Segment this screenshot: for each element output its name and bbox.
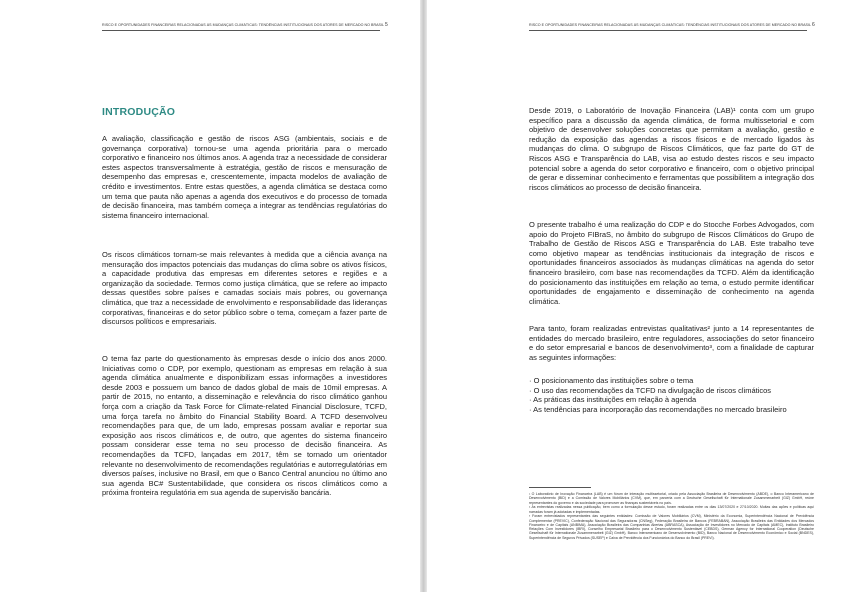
paragraph: Desde 2019, o Laboratório de Inovação Financeira (LAB)¹ conta com um grupo específico para a discussão da agenda climática, de forma multissetorial e com objetivo de desenvolver soluções concretas que permitam a avaliação, gestão e redução da exposição das agendas a riscos físicos e de mercado ligados às mudanças do clima. O subgrupo de Riscos Climáticos, que faz parte do GT de Riscos ASG e Transparência do LAB, visa ao estudo destes riscos e seu impacto potencial sobre a agenda do setor corporativo e financeiro, com o objetivo principal de gerar e disseminar conhecimento e ferramentas que possibilitem a integração dos riscos climáticos ao processo de decisão financeira.: [529, 106, 814, 192]
book-gutter: [420, 0, 427, 592]
footnote: ³ Foram entrevistados representantes das seguintes entidades: Comissão de Valores Mobiliários (CVM), Ministério da Economia, Superintendência Nacional de Previdência Complementar (PREVIC), Confederação Nacional das Seguradoras (CNSeg), Federação Brasileira de Bancos (FEBRABAN), Associação Brasileira das Entidades dos Mercados Financeiro e de Capitais (ANBIMA), Associação Brasileira das Companhias Abertas (ABRASCA), Associação de Investidores no Mercado de Capitais (AMEC), Instituto Brasileiro Relações Com Investidores (IBRI), Conselho Empresarial Brasileiro para o Desenvolvimento Sustentável (CEBDS), German Agency for International Cooperation (Deutsche Gesellschaft für Internationale Zusammenarbeit (GIZ) GmbH), Banco Interamericano de Desenvolvimento (BID), Banco Nacional de Desenvolvimento Econômico e Social (BNDES), Superintendência de Seguros Privados (SUSEP) e Caixa de Previdência dos Funcionários do Banco do Brasil (PREVI).: [529, 514, 814, 540]
page-number: 6: [812, 22, 815, 28]
right-page: [427, 0, 847, 592]
list-item: · O posicionamento das instituições sobre o tema: [529, 376, 694, 385]
footnote: ¹ O Laboratório de Inovação Financeira (LAB) é um fórum de interação multissetorial, criado pela Associação Brasileira de Desenvolvimento (ABDE), o Banco Interamericano de Desenvolvimento (BID) e a Comissão de Valores Mobiliários (CVM), que, em parceria com a Deutsche Gesellschaft für Internationale Zusammenarbeit (GIZ) GmbH, reúne representantes do governo e da sociedade para promover as finanças sustentáveis no país.: [529, 492, 814, 505]
running-head: RISCO E OPORTUNIDADES FINANCEIRAS RELACIONADAS ÀS MUDANÇAS CLIMÁTICAS: TENDÊNCIAS INSTITUCIONAIS DOS ATORES DE MERCADO NO BRASIL: [529, 23, 812, 27]
page-number: 5: [385, 22, 388, 28]
paragraph: O presente trabalho é uma realização do CDP e do Stocche Forbes Advogados, com apoio do Projeto FIBraS, no âmbito do subgrupo de Riscos Climáticos do Grupo de Trabalho de Gestão de Riscos ASG e Transparência do LAB. Este trabalho teve como objetivo mapear as tendências institucionais da integração de riscos e oportunidades financeiros associados às mudanças climáticas na agenda do setor financeiro brasileiro, com base nas recomendações da TCFD. Além da identificação do posicionamento das instituições em relação ao tema, o estudo permite identificar oportunidades de engajamento e disseminação de conhecimento na agenda climática.: [529, 220, 814, 306]
header-rule: [102, 30, 380, 31]
paragraph: A avaliação, classificação e gestão de riscos ASG (ambientais, sociais e de governança corporativa) tornou-se uma agenda prioritária para o mercado corporativo e financeiro nos últimos anos. A agenda traz a necessidade de considerar estes aspectos transversalmente à estratégia, gestão de riscos e mensuração de desempenho das empresas e, crescentemente, impacta modelos de avaliação de crédito e investimentos. Entre estas questões, a agenda climática se destaca como um tema que pauta não apenas a agenda dos executivos e do processo de tomada de decisão financeira, mas também começa a integrar as tendências regulatórias do sistema financeiro internacional.: [102, 134, 387, 220]
list-item: · As práticas das instituições em relação à agenda: [529, 395, 697, 405]
left-page: [0, 0, 420, 592]
header-rule: [529, 30, 807, 31]
paragraph: Para tanto, foram realizadas entrevistas qualitativas² junto a 14 representantes de entidades do mercado brasileiro, entre reguladores, associações do setor financeiro e do setor empresarial e bancos de desenvolvimento³, com a finalidade de capturar as seguintes informações:: [529, 324, 814, 362]
section-title: INTRODUÇÃO: [102, 106, 176, 118]
list-item: · As tendências para incorporação das recomendações no mercado brasileiro: [529, 404, 787, 414]
bullet-list: [529, 376, 814, 414]
paragraph: O tema faz parte do questionamento às empresas desde o início dos anos 2000. Iniciativas como o CDP, por exemplo, questionam as empresas em relação à sua agenda climática anualmente e disponibilizam essas informações a investidores desde 2003 e possuem um banco de dados global de mais de 10mil empresas. A partir de 2015, no entanto, a disseminação e relevância do risco climático ganhou força com a criação da Task Force for Climate-related Financial Disclosure, TCFD, uma força tarefa no âmbito do Financial Stability Board. A TCFD desenvolveu recomendações para que, de um lado, empresas possam avaliar e reportar sua exposição aos riscos climáticos e, de outro, que agentes do sistema financeiro possam considerar esse tema no seu processo de decisão financeira. As recomendações da TCFD, lançadas em 2017, têm se tornado um orientador relevante no desenvolvimento de recomendações regulatórias e autorregulatórias em diversos países, inclusive no Brasil, em que o Banco Central anunciou no último ano sua agenda BC# Sustentabilidade, que considera os riscos climáticos como a próxima fronteira regulatória em sua agenda de supervisão bancária.: [102, 354, 387, 498]
footnote: ² As entrevistas realizadas nessa publicação, bem como a formulação desse estudo, foram realizadas entre os dias 13/07/2020 e 27/10/2020. Muitas das ações e políticas aqui narradas foram já adotadas e implementadas.: [529, 505, 814, 514]
list-item: · O uso das recomendações da TCFD na divulgação de riscos climáticos: [529, 385, 772, 395]
running-head: RISCO E OPORTUNIDADES FINANCEIRAS RELACIONADAS ÀS MUDANÇAS CLIMÁTICAS: TENDÊNCIAS INSTITUCIONAIS DOS ATORES DE MERCADO NO BRASIL: [102, 23, 385, 27]
paragraph: Os riscos climáticos tornam-se mais relevantes à medida que a ciência avança na mensuração dos impactos potenciais das mudanças do clima sobre os ativos físicos, a capacidade produtiva das empresas em diferentes setores e regiões e a organização da sociedade. Termos como justiça climática, que se refere ao impacto dessas questões sobre países e camadas sociais mais pobres, ou governança climática, que traz a necessidade de envolvimento e responsabilidade das lideranças corporativas, financeiras e do setor público sobre o tema, começam a fazer parte de discursos políticos e empresariais.: [102, 250, 387, 327]
footnote-rule: [529, 487, 591, 488]
footnotes: [529, 492, 814, 540]
